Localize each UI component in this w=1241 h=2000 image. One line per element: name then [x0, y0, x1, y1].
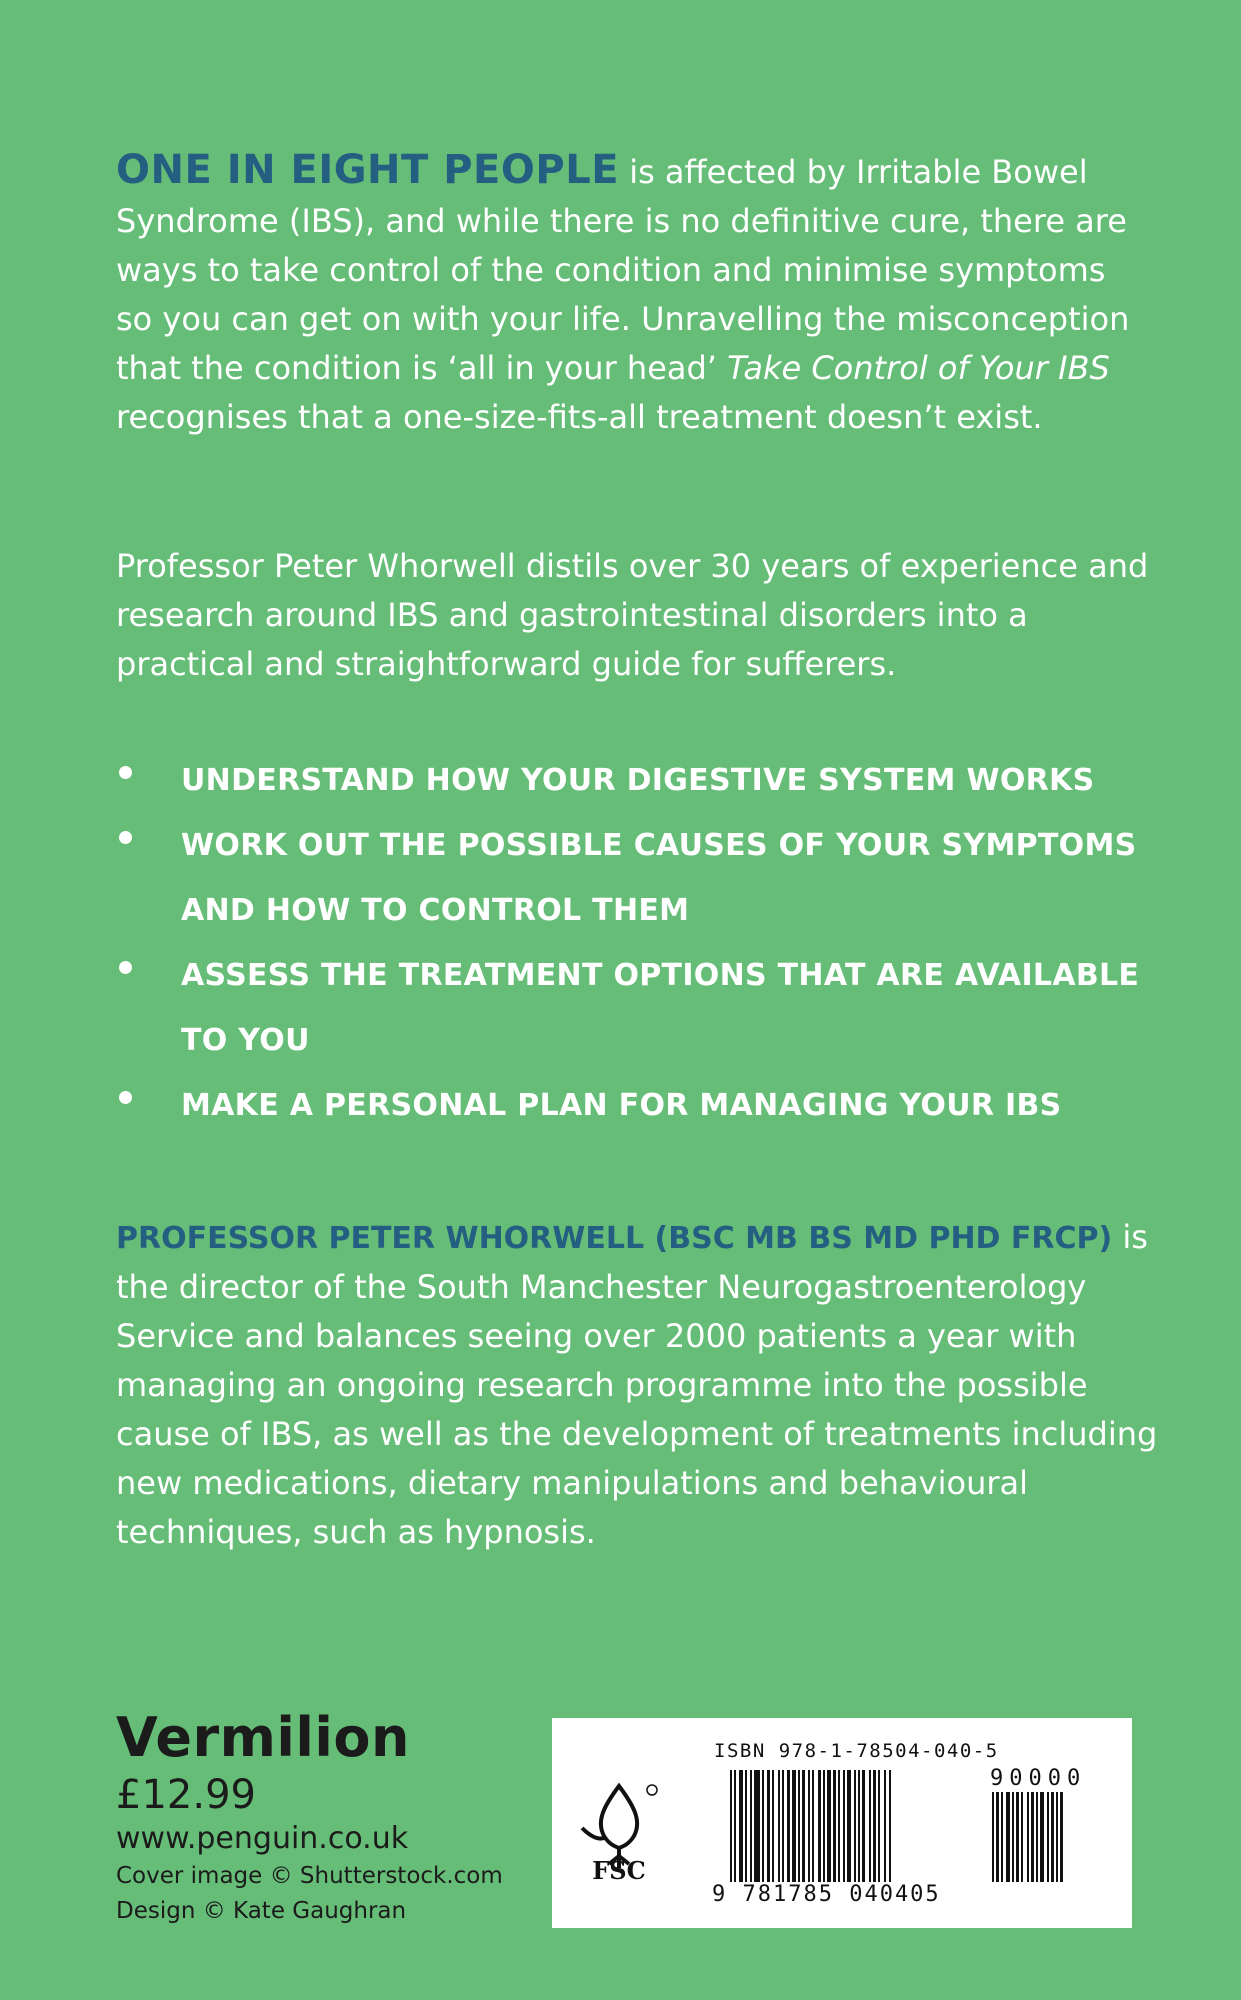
bullet-item: [116, 943, 1176, 1073]
bullet-dot-icon: [119, 1091, 132, 1104]
ean-barcode: [730, 1770, 980, 1882]
feature-bullet-list: [116, 748, 1176, 1138]
barcode-digits: 9 781785 040405: [712, 1882, 941, 1907]
book-title-italic: Take Control of Your IBS: [727, 349, 1110, 387]
bullet-text: ASSESS THE TREATMENT OPTIONS THAT ARE AVAILABLE TO YOU: [181, 958, 1140, 1058]
blurb-paragraph: [116, 146, 1146, 442]
bullet-item: [116, 813, 1176, 943]
publisher-website: www.penguin.co.uk: [116, 1821, 409, 1856]
barcode-panel: [552, 1718, 1132, 1928]
blurb-text-2: recognises that a one-size-fits-all treatment doesn’t exist.: [116, 398, 1043, 436]
bullet-dot-icon: [119, 831, 132, 844]
fsc-label: FSC: [592, 1856, 646, 1885]
bullet-item: [116, 748, 1176, 813]
addon-barcode: [992, 1792, 1107, 1882]
bullet-item: [116, 1073, 1176, 1138]
bullet-dot-icon: [119, 961, 132, 974]
price: £12.99: [116, 1772, 256, 1818]
design-credit: Design © Kate Gaughran: [116, 1898, 407, 1924]
publisher-logo: Vermilion: [116, 1706, 410, 1769]
blurb-text-1: is affected by Irritable Bowel Syndrome (IBS), and while there is no definitive cure, there are ways to take control of the condition and minimise symptoms so you can get on with your life. Unravelling the misconception that the condition is ‘all in your head’: [116, 153, 1130, 387]
imprint-block: [116, 1705, 546, 1929]
cover-credit: Cover image © Shutterstock.com: [116, 1863, 503, 1889]
addon-digits: 90000: [990, 1766, 1087, 1791]
bullet-text: MAKE A PERSONAL PLAN FOR MANAGING YOUR IBS: [181, 1088, 1062, 1123]
bullet-text: WORK OUT THE POSSIBLE CAUSES OF YOUR SYMPTOMS AND HOW TO CONTROL THEM: [181, 828, 1137, 928]
author-bio-text: is the director of the South Manchester Neurogastroenterology Service and balances seeing over 2000 patients a year with managing an ongoing research programme into the possible cause of IBS, as well as the development of treatments including new medications, dietary manipulations and behavioural techniques, such as hypnosis.: [116, 1218, 1158, 1551]
bullet-dot-icon: [119, 766, 132, 779]
isbn-label: ISBN 978-1-78504-040-5: [714, 1740, 999, 1762]
author-bio: [116, 1213, 1166, 1557]
author-name: PROFESSOR PETER WHORWELL (BSC MB BS MD PHD FRCP): [116, 1221, 1113, 1256]
summary-paragraph: Professor Peter Whorwell distils over 30 years of experience and research around IBS and gastrointestinal disorders into a practical and straightforward guide for sufferers.: [116, 547, 1149, 683]
bullet-text: UNDERSTAND HOW YOUR DIGESTIVE SYSTEM WORKS: [181, 763, 1095, 798]
blurb-lead: ONE IN EIGHT PEOPLE: [116, 147, 620, 193]
